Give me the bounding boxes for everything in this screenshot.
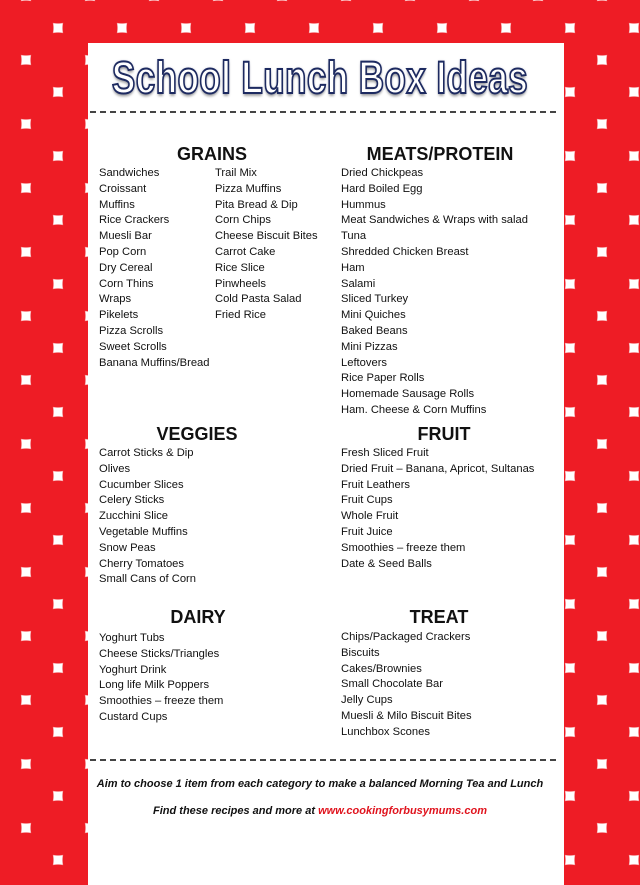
list-item: Yoghurt Tubs xyxy=(99,632,165,644)
list-item: Cold Pasta Salad xyxy=(215,293,302,306)
list-item: Sliced Turkey xyxy=(341,293,409,306)
list-item: Pizza Muffins xyxy=(215,182,282,195)
list-item: Rice Slice xyxy=(215,261,265,274)
footer-find xyxy=(0,805,640,817)
list-item: Shredded Chicken Breast xyxy=(341,245,469,258)
list-item: Banana Muffins/Bread xyxy=(99,356,210,369)
list-item: Mini Quiches xyxy=(341,309,406,322)
list-item: Baked Beans xyxy=(341,324,408,337)
meats-list xyxy=(341,166,528,419)
grains-list-1 xyxy=(99,166,210,371)
list-item: Leftovers xyxy=(341,356,388,369)
list-item: Dry Cereal xyxy=(99,261,153,274)
treat-heading: TREAT xyxy=(409,607,469,627)
list-item: Cherry Tomatoes xyxy=(99,557,184,570)
list-item: Cucumber Slices xyxy=(99,478,184,491)
bottom-divider xyxy=(90,759,556,761)
list-item: Sandwiches xyxy=(99,167,160,179)
list-item: Corn Thins xyxy=(99,277,154,290)
list-item: Salami xyxy=(341,277,376,290)
list-item: Carrot Cake xyxy=(215,245,276,258)
fruit-heading: FRUIT xyxy=(417,424,471,444)
list-item: Dried Chickpeas xyxy=(341,167,424,179)
veggies-list xyxy=(99,446,196,588)
list-item: Cheese Sticks/Triangles xyxy=(99,647,220,660)
list-item: Trail Mix xyxy=(215,167,257,179)
list-item: Pinwheels xyxy=(215,277,266,290)
list-item: Custard Cups xyxy=(99,710,168,723)
list-item: Pizza Scrolls xyxy=(99,324,164,337)
list-item: Croissant xyxy=(99,182,147,195)
list-item: Fruit Leathers xyxy=(341,478,411,491)
list-item: Olives xyxy=(99,462,131,475)
footer-find-prefix: Find these recipes and more at xyxy=(153,805,319,817)
list-item: Muesli & Milo Biscuit Bites xyxy=(341,709,472,722)
list-item: Homemade Sausage Rolls xyxy=(341,388,475,401)
list-item: Rice Crackers xyxy=(99,214,170,227)
list-item: Rice Paper Rolls xyxy=(341,372,425,385)
list-item: Smoothies – freeze them xyxy=(341,541,466,554)
meats-heading: MEATS/PROTEIN xyxy=(366,144,514,164)
list-item: Lunchbox Scones xyxy=(341,725,430,738)
list-item: Jelly Cups xyxy=(341,694,393,707)
list-item: Muffins xyxy=(99,198,135,211)
list-item: Small Chocolate Bar xyxy=(341,678,443,691)
list-item: Long life Milk Poppers xyxy=(99,679,210,692)
list-item: Fruit Cups xyxy=(341,494,393,507)
list-item: Pikelets xyxy=(99,309,139,322)
dairy-heading: DAIRY xyxy=(170,607,226,627)
list-item: Carrot Sticks & Dip xyxy=(99,447,194,459)
list-item: Fresh Sliced Fruit xyxy=(341,447,429,459)
list-item: Biscuits xyxy=(341,646,380,659)
fruit-list xyxy=(341,446,534,572)
list-item: Pita Bread & Dip xyxy=(215,198,298,211)
page-title: School Lunch Box Ideas xyxy=(111,52,529,103)
list-item: Vegetable Muffins xyxy=(99,525,188,538)
list-item: Sweet Scrolls xyxy=(99,340,167,353)
list-item: Whole Fruit xyxy=(341,510,399,523)
list-item: Corn Chips xyxy=(215,214,271,227)
veggies-heading: VEGGIES xyxy=(156,424,238,444)
list-item: Mini Pizzas xyxy=(341,340,398,353)
list-item: Fried Rice xyxy=(215,309,266,322)
top-divider xyxy=(90,111,556,113)
treat-list xyxy=(341,630,472,741)
list-item: Chips/Packaged Crackers xyxy=(341,631,471,643)
footer-tip: Aim to choose 1 item from each category to make a balanced Morning Tea and Lunch xyxy=(96,778,544,790)
list-item: Celery Sticks xyxy=(99,494,165,507)
list-item: Zucchini Slice xyxy=(99,510,169,523)
list-item: Ham. Cheese & Corn Muffins xyxy=(341,403,487,416)
list-item: Pop Corn xyxy=(99,245,147,258)
list-item: Cakes/Brownies xyxy=(341,662,422,675)
website-link[interactable]: www.cookingforbusymums.com xyxy=(318,805,487,817)
list-item: Hummus xyxy=(341,198,386,211)
list-item: Muesli Bar xyxy=(99,230,152,243)
list-item: Tuna xyxy=(341,230,367,243)
list-item: Ham xyxy=(341,261,365,274)
list-item: Snow Peas xyxy=(99,541,156,554)
list-item: Wraps xyxy=(99,293,132,306)
grains-heading: GRAINS xyxy=(176,144,247,164)
list-item: Date & Seed Balls xyxy=(341,557,432,570)
list-item: Hard Boiled Egg xyxy=(341,182,423,195)
list-item: Fruit Juice xyxy=(341,525,393,538)
grains-list-2 xyxy=(215,166,318,324)
list-item: Meat Sandwiches & Wraps with salad xyxy=(341,214,528,227)
list-item: Dried Fruit – Banana, Apricot, Sultanas xyxy=(341,462,535,475)
list-item: Small Cans of Corn xyxy=(99,573,196,586)
list-item: Cheese Biscuit Bites xyxy=(215,230,318,243)
list-item: Smoothies – freeze them xyxy=(99,695,224,708)
list-item: Yoghurt Drink xyxy=(99,663,167,676)
dairy-list xyxy=(99,631,223,726)
